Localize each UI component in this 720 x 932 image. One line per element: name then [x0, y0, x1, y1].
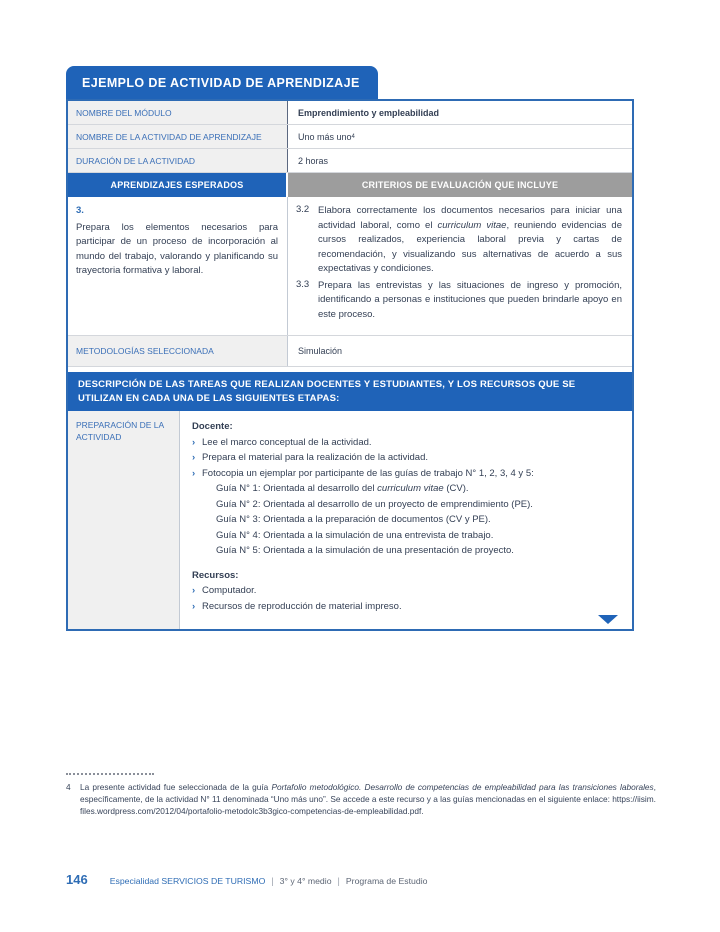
continuation-arrow-icon — [598, 615, 618, 624]
evaluation-criteria-cell — [288, 197, 632, 335]
footnote-section — [66, 773, 656, 817]
guide-text-part: Guía N° 2: Orientada al desarrollo de un proyecto de emprendimiento (PE). — [216, 498, 533, 510]
criterion-number: 3.3 — [296, 278, 310, 290]
expected-learning-cell — [68, 197, 288, 335]
module-name-row — [68, 101, 632, 125]
bullet-icon: › — [192, 600, 196, 612]
preparation-row — [68, 411, 632, 629]
activity-example-title: EJEMPLO DE ACTIVIDAD DE APRENDIZAJE — [82, 76, 360, 90]
criterion-item — [296, 204, 622, 277]
bullet-icon: › — [192, 467, 196, 479]
footnote-number: 4 — [66, 782, 71, 792]
activity-example-tab — [66, 66, 378, 99]
activity-name-text: Uno más uno — [298, 131, 352, 142]
list-item — [192, 583, 620, 599]
methodology-value — [288, 336, 632, 366]
guide-item — [216, 543, 620, 559]
guide-italic-part: curriculum vitae — [377, 483, 444, 494]
duration-label: DURACIÓN DE LA ACTIVIDAD — [68, 149, 288, 172]
guide-item — [216, 512, 620, 528]
criterion-item — [296, 279, 622, 323]
teacher-heading: Docente: — [192, 421, 233, 432]
criterion-text — [318, 204, 622, 277]
footer-separator: | — [337, 876, 340, 886]
activity-name-value: Uno más uno 4 — [298, 131, 355, 142]
page-footer — [66, 872, 656, 887]
activity-name-label: NOMBRE DE LA ACTIVIDAD DE APRENDIZAJE — [68, 125, 288, 148]
evaluation-criteria-header: CRITERIOS DE EVALUACIÓN QUE INCLUYE — [288, 173, 632, 197]
list-item-text: Computador. — [202, 585, 257, 596]
guide-text-part: Guía N° 4: Orientada a la simulación de una entrevista de trabajo. — [216, 529, 494, 541]
expected-learning-header: APRENDIZAJES ESPERADOS — [68, 173, 288, 197]
resources-heading: Recursos: — [192, 569, 239, 581]
list-item — [192, 466, 620, 482]
module-name-text: Emprendimiento y empleabilidad — [298, 107, 440, 118]
learning-number: 3. — [76, 205, 84, 216]
activity-table — [66, 99, 634, 631]
activity-table-section — [66, 66, 634, 631]
preparation-content — [180, 411, 632, 629]
footnote — [66, 781, 656, 817]
footer-program: Programa de Estudio — [345, 876, 428, 886]
footnote-text — [80, 781, 656, 817]
bullet-icon: › — [192, 452, 196, 463]
guide-item — [216, 481, 620, 497]
module-name-label: NOMBRE DEL MÓDULO — [68, 101, 288, 124]
criterion-text-part: , reuniendo evidencias de cursos realizados, experiencia laboral previa y cartas de recomendación, y visualizando sus alternativas de acuerdo a sus expectativas y condiciones. — [318, 219, 622, 274]
module-name-value — [288, 101, 632, 124]
duration-row — [68, 149, 632, 173]
methodology-row — [68, 336, 632, 367]
footer-specialty: Especialidad SERVICIOS DE TURISMO — [109, 876, 266, 886]
learning-text: Prepara los elementos necesarios para participar de un proceso de incorporación al mundo del trabajo, valorando y planificando su trayectoria formativa y laboral. — [76, 221, 278, 276]
footnote-italic-part: Portafolio metodológico. Desarrollo de competencias de empleabilidad para las transiciones laborales — [271, 782, 654, 792]
duration-text: 2 horas — [298, 155, 329, 166]
preparation-label: PREPARACIÓN DE LA ACTIVIDAD — [68, 411, 180, 629]
guide-text-part: Guía N° 5: Orientada a la simulación de una presentación de proyecto. — [216, 545, 514, 556]
footer-grade: 3° y 4° medio — [279, 876, 332, 886]
learning-criteria-row — [68, 197, 632, 336]
criterion-text — [318, 279, 622, 323]
activity-name-row — [68, 125, 632, 149]
bullet-icon: › — [192, 436, 196, 448]
tasks-description-bar: DESCRIPCIÓN DE LAS TAREAS QUE REALIZAN DOCENTES Y ESTUDIANTES, Y LOS RECURSOS QUE SE UTILIZAN EN CADA UNA DE LAS SIGUIENTES ETAPAS: — [68, 372, 632, 411]
criterion-text-part: Prepara las entrevistas y las situaciones de ingreso y promoción, identificando a personas e instituciones que pueden brindarle apoyo en este proceso. — [318, 279, 622, 320]
list-item — [192, 450, 620, 466]
duration-value — [288, 149, 632, 172]
page-number: 146 — [66, 872, 88, 887]
list-item — [192, 435, 620, 451]
guide-item — [216, 528, 620, 544]
list-item-text: Lee el marco conceptual de la actividad. — [202, 436, 372, 448]
guide-text-part: (CV). — [443, 483, 469, 494]
methodology-label: METODOLOGÍAS SELECCIONADA — [68, 336, 288, 366]
footnote-divider — [66, 773, 154, 775]
criterion-italic-part: curriculum vitae — [437, 219, 507, 231]
guide-item — [216, 497, 620, 513]
bullet-icon: › — [192, 585, 196, 596]
methodology-text: Simulación — [298, 346, 343, 356]
guide-text-part: Guía N° 3: Orientada a la preparación de documentos (CV y PE). — [216, 514, 491, 525]
footnote-text-part: , específicamente, de la actividad N° 11 denominada “Uno más uno”. Se accede a este recurso y a las guías mencionadas en el siguiente enlace: — [80, 782, 656, 804]
list-item-text: Recursos de reproducción de material impreso. — [202, 600, 402, 612]
list-item-text: Fotocopia un ejemplar por participante de las guías de trabajo N° 1, 2, 3, 4 y 5: — [202, 467, 534, 479]
guide-text-part: Guía N° 1: Orientada al desarrollo del — [216, 483, 378, 494]
footnote-text-part: La presente actividad fue seleccionada de la guía — [80, 782, 272, 792]
criterion-text-part: Elabora correctamente los documentos necesarios para iniciar una actividad laboral, como el — [318, 205, 622, 231]
footnote-url-link[interactable]: https://iisim.files.wordpress.com/2012/04/portafolio-metodolc3b3gico-competencias-de-empleabilidad.pdf. — [80, 794, 656, 816]
column-headers-row — [68, 173, 632, 197]
criterion-number: 3.2 — [296, 204, 310, 215]
list-item-text: Prepara el material para la realización de la actividad. — [202, 452, 429, 463]
footer-separator: | — [271, 876, 274, 886]
list-item — [192, 599, 620, 615]
